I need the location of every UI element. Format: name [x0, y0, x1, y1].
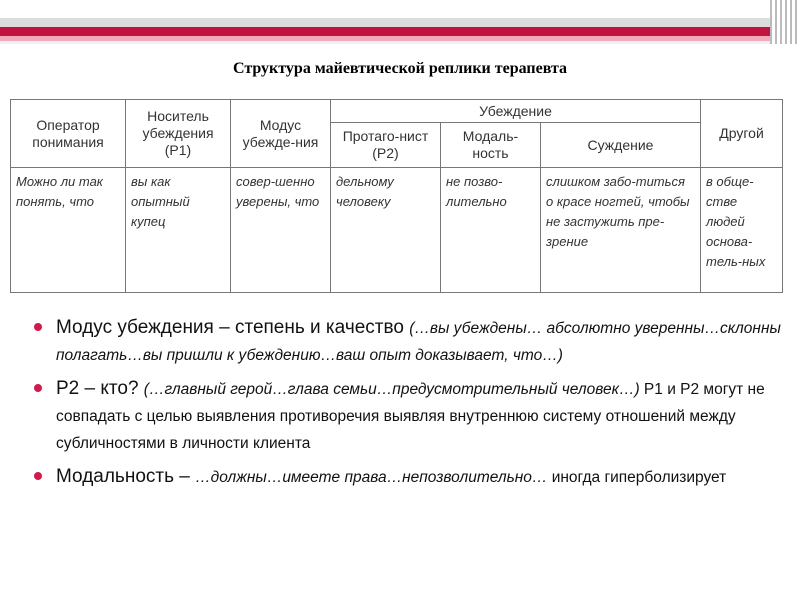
bullet-dot-icon	[34, 323, 42, 331]
header-protagonist: Протаго-нист (Р2)	[331, 123, 441, 168]
corner-stripes-decoration	[770, 0, 800, 44]
bullet-lead: Р2 – кто?	[56, 378, 144, 399]
header-band-shadow	[0, 41, 800, 44]
list-item	[34, 314, 786, 369]
cell-modality: не позво-лительно	[441, 168, 541, 293]
cell-other: в обще-стве людей основа-тель-ных	[701, 168, 783, 293]
bullet-italic: (…вы убеждены… абсолютно уверенны…склонны полагать…вы пришли к убеждению…ваш опыт доказывает, что…)	[56, 320, 781, 364]
replica-structure-table	[10, 99, 783, 293]
list-item	[34, 375, 786, 457]
header-belief: Убеждение	[331, 100, 701, 123]
table-header-row	[11, 100, 783, 123]
bullet-dot-icon	[34, 384, 42, 392]
cell-mode: совер-шенно уверены, что	[231, 168, 331, 293]
header-modality: Модаль-ность	[441, 123, 541, 168]
header-mode: Модус убежде-ния	[231, 100, 331, 168]
header-other: Другой	[701, 100, 783, 168]
header-carrier: Носитель убеждения (Р1)	[126, 100, 231, 168]
header-operator: Оператор понимания	[11, 100, 126, 168]
bullet-list	[34, 314, 786, 497]
bullet-rest: иногда гиперболизирует	[547, 469, 727, 486]
cell-judgment: слишком забо-титься о красе ногтей, чтобы не застужить пре-зрение	[541, 168, 701, 293]
cell-carrier: вы как опытный купец	[126, 168, 231, 293]
header-band-gray	[0, 18, 800, 27]
cell-operator: Можно ли так понять, что	[11, 168, 126, 293]
list-item	[34, 463, 786, 491]
bullet-dot-icon	[34, 472, 42, 480]
cell-protagonist: дельному человеку	[331, 168, 441, 293]
header-judgment: Суждение	[541, 123, 701, 168]
bullet-lead: Модус убеждения – степень и качество	[56, 317, 410, 338]
table-row	[11, 168, 783, 293]
header-band-red	[0, 27, 800, 36]
bullet-rest: Р1 и Р2 могут не совпадать с целью выявления противоречия выявляя внутреннюю систему отношений между субличностями в личности клиента	[56, 381, 765, 452]
bullet-italic: (…главный герой…глава семьи…предусмотрительный человек…)	[143, 381, 640, 398]
bullet-italic: …должны…имеете права…непозволительно…	[195, 469, 548, 486]
slide-title: Структура майевтической реплики терапевта	[232, 60, 568, 77]
bullet-lead: Модальность –	[56, 466, 196, 487]
